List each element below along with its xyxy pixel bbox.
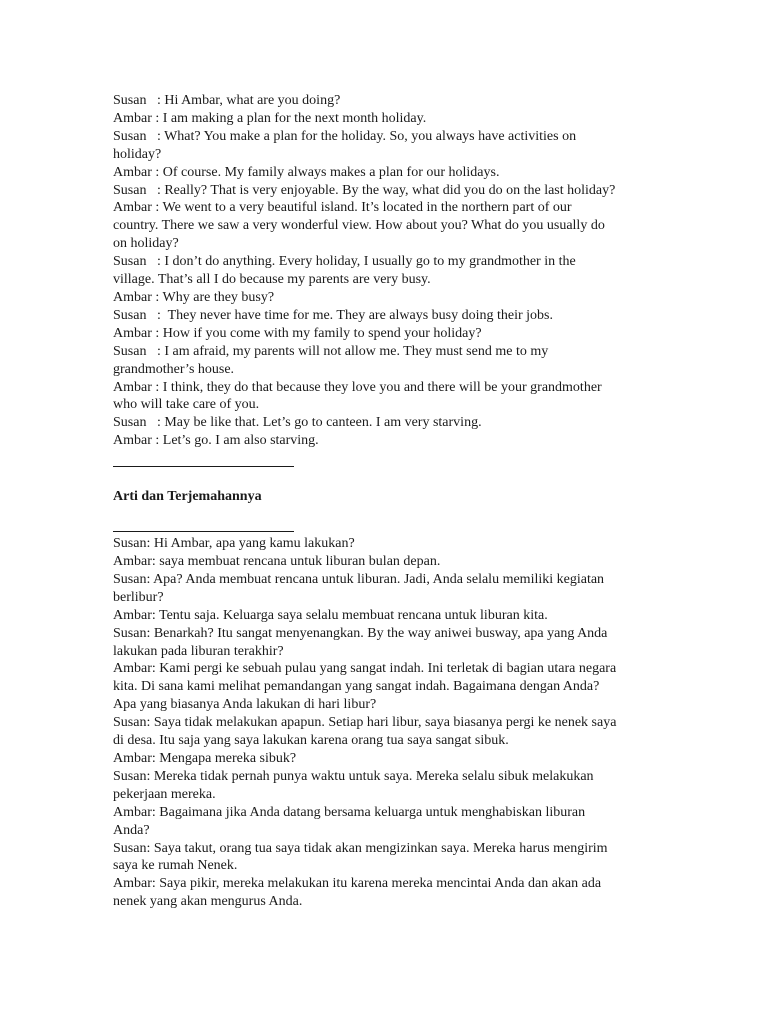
dialogue-line: Susan : I don’t do anything. Every holiday, I usually go to my grandmother in the (113, 254, 576, 270)
dialogue-line: Susan : What? You make a plan for the holiday. So, you always have activities on (113, 128, 577, 144)
dialogue-line: Ambar: Mengapa mereka sibuk? (113, 751, 297, 766)
document-page (113, 92, 658, 911)
dialogue-line: grandmother’s house. (113, 361, 235, 377)
dialogue-line: village. That’s all I do because my parents are very busy. (113, 272, 431, 288)
dialogue-line: holiday? (113, 146, 162, 162)
dialogue-line: Susan: Saya takut, orang tua saya tidak akan mengizinkan saya. Mereka harus mengirim (113, 840, 608, 856)
dialogue-line: Susan : May be like that. Let’s go to canteen. I am very starving. (113, 415, 482, 431)
dialogue-line: Susan : I am afraid, my parents will not allow me. They must send me to my (113, 343, 549, 359)
dialogue-line: saya ke rumah Nenek. (113, 858, 238, 874)
dialogue-line: Susan : They never have time for me. They are always busy doing their jobs. (113, 307, 553, 323)
dialogue-line: Ambar : Let’s go. I am also starving. (113, 433, 319, 449)
divider-line (113, 466, 294, 467)
dialogue-line: Anda? (113, 822, 150, 838)
dialogue-line: kita. Di sana kami melihat pemandangan yang sangat indah. Bagaimana dengan Anda? (113, 679, 600, 695)
dialogue-line: Susan : Hi Ambar, what are you doing? (113, 93, 341, 108)
english-dialogue (113, 92, 658, 450)
indonesian-translation (113, 535, 658, 911)
dialogue-line: Susan: Apa? Anda membuat rencana untuk liburan. Jadi, Anda selalu memiliki kegiatan (113, 571, 605, 587)
dialogue-line: Ambar : I think, they do that because they love you and there will be your grandmother (113, 379, 602, 395)
dialogue-line: who will take care of you. (113, 397, 260, 413)
dialogue-line: Ambar: Tentu saja. Keluarga saya selalu membuat rencana untuk liburan kita. (113, 607, 548, 623)
dialogue-line: Ambar: Kami pergi ke sebuah pulau yang sangat indah. Ini terletak di bagian utara negara (113, 661, 617, 677)
dialogue-line: Susan: Hi Ambar, apa yang kamu lakukan? (113, 536, 355, 552)
divider-line (113, 531, 294, 532)
dialogue-line: Susan : Really? That is very enjoyable. By the way, what did you do on the last holiday? (113, 182, 616, 198)
dialogue-line: Ambar: Saya pikir, mereka melakukan itu karena mereka mencintai Anda dan akan ada (113, 876, 602, 892)
dialogue-line: Ambar : I am making a plan for the next month holiday. (113, 110, 427, 126)
dialogue-line: di desa. Itu saja yang saya lakukan karena orang tua saya sangat sibuk. (113, 733, 509, 749)
dialogue-line: Ambar : Of course. My family always makes a plan for our holidays. (113, 164, 500, 180)
section-heading: Arti dan Terjemahannya (113, 489, 262, 505)
dialogue-line: Susan: Mereka tidak pernah punya waktu untuk saya. Mereka selalu sibuk melakukan (113, 768, 594, 784)
dialogue-line: country. There we saw a very wonderful view. How about you? What do you usually do (113, 218, 605, 234)
dialogue-line: Susan: Saya tidak melakukan apapun. Setiap hari libur, saya biasanya pergi ke nenek saya (113, 715, 617, 731)
dialogue-line: Ambar : Why are they busy? (113, 289, 275, 305)
dialogue-line: on holiday? (113, 236, 179, 252)
dialogue-line: Ambar: Bagaimana jika Anda datang bersama keluarga untuk menghabiskan liburan (113, 804, 586, 820)
dialogue-line: Ambar: saya membuat rencana untuk liburan bulan depan. (113, 554, 441, 570)
dialogue-line: berlibur? (113, 589, 164, 605)
dialogue-line: nenek yang akan mengurus Anda. (113, 894, 303, 910)
dialogue-line: lakukan pada liburan terakhir? (113, 643, 284, 659)
dialogue-line: Apa yang biasanya Anda lakukan di hari libur? (113, 697, 377, 713)
dialogue-line: pekerjaan mereka. (113, 786, 216, 802)
dialogue-line: Ambar : How if you come with my family to spend your holiday? (113, 325, 482, 341)
dialogue-line: Ambar : We went to a very beautiful island. It’s located in the northern part of our (113, 200, 572, 216)
dialogue-line: Susan: Benarkah? Itu sangat menyenangkan. By the way aniwei busway, apa yang Anda (113, 625, 608, 641)
